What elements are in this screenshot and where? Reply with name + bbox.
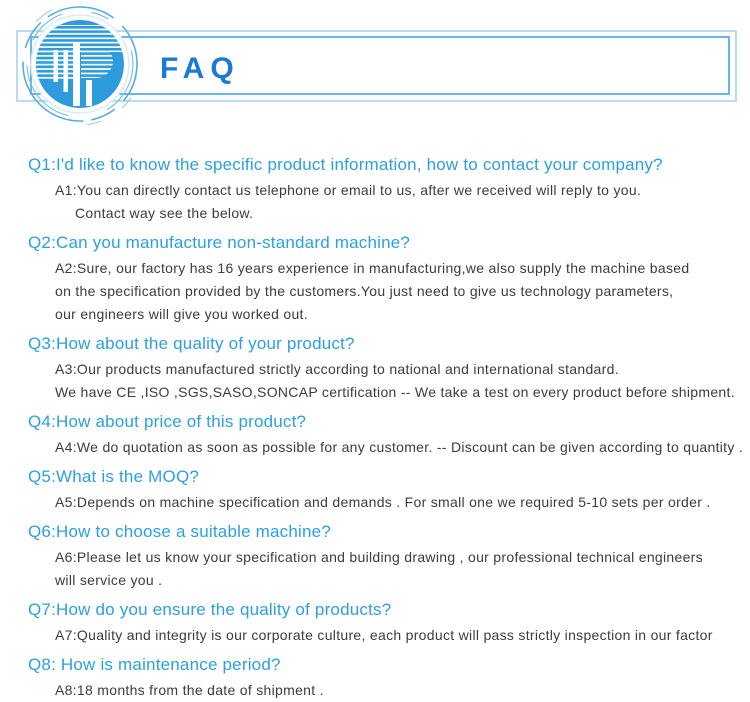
faq-answer-line: We have CE ,ISO ,SGS,SASO,SONCAP certification -- We take a test on every product before shipment. [55,384,735,400]
faq-question: Q6:How to choose a suitable machine? [28,522,331,541]
faq-answer-line: A6:Please let us know your specification and building drawing , our professional technical engineers [55,549,703,565]
faq-question: Q8: How is maintenance period? [28,655,281,674]
faq-answer-line: A2:Sure, our factory has 16 years experience in manufacturing,we also supply the machine based [55,260,690,276]
faq-answer-line: on the specification provided by the customers.You just need to give us technology parameters, [55,283,674,299]
faq-answer-line: A1:You can directly contact us telephone or email to us, after we received will reply to you. [55,182,642,198]
faq-answer-line: our engineers will give you worked out. [55,306,308,322]
faq-list [0,139,750,702]
faq-answer-line: A3:Our products manufactured strictly according to national and international standard. [55,361,619,377]
faq-question: Q1:I'd like to know the specific product information, how to contact your company? [28,155,663,174]
faq-question: Q7:How do you ensure the quality of products? [28,600,392,619]
faq-answer-line: will service you . [55,572,163,588]
faq-header [0,0,750,138]
page-title: FAQ [160,52,240,85]
faq-answer-line: A7:Quality and integrity is our corporate culture, each product will pass strictly inspection in our factor [55,627,713,643]
faq-question: Q4:How about price of this product? [28,412,307,431]
faq-answer-line: A8:18 months from the date of shipment . [55,682,324,698]
faq-answer-line: Contact way see the below. [75,205,254,221]
faq-question: Q2:Can you manufacture non-standard machine? [28,233,411,252]
faq-question: Q3:How about the quality of your product? [28,334,355,353]
faq-question: Q5:What is the MOQ? [28,467,200,486]
company-logo-icon [20,2,140,126]
faq-answer-line: A5:Depends on machine specification and demands . For small one we required 5-10 sets per order . [55,494,711,510]
faq-answer-line: A4:We do quotation as soon as possible for any customer. -- Discount can be given according to quantity . [55,439,744,455]
